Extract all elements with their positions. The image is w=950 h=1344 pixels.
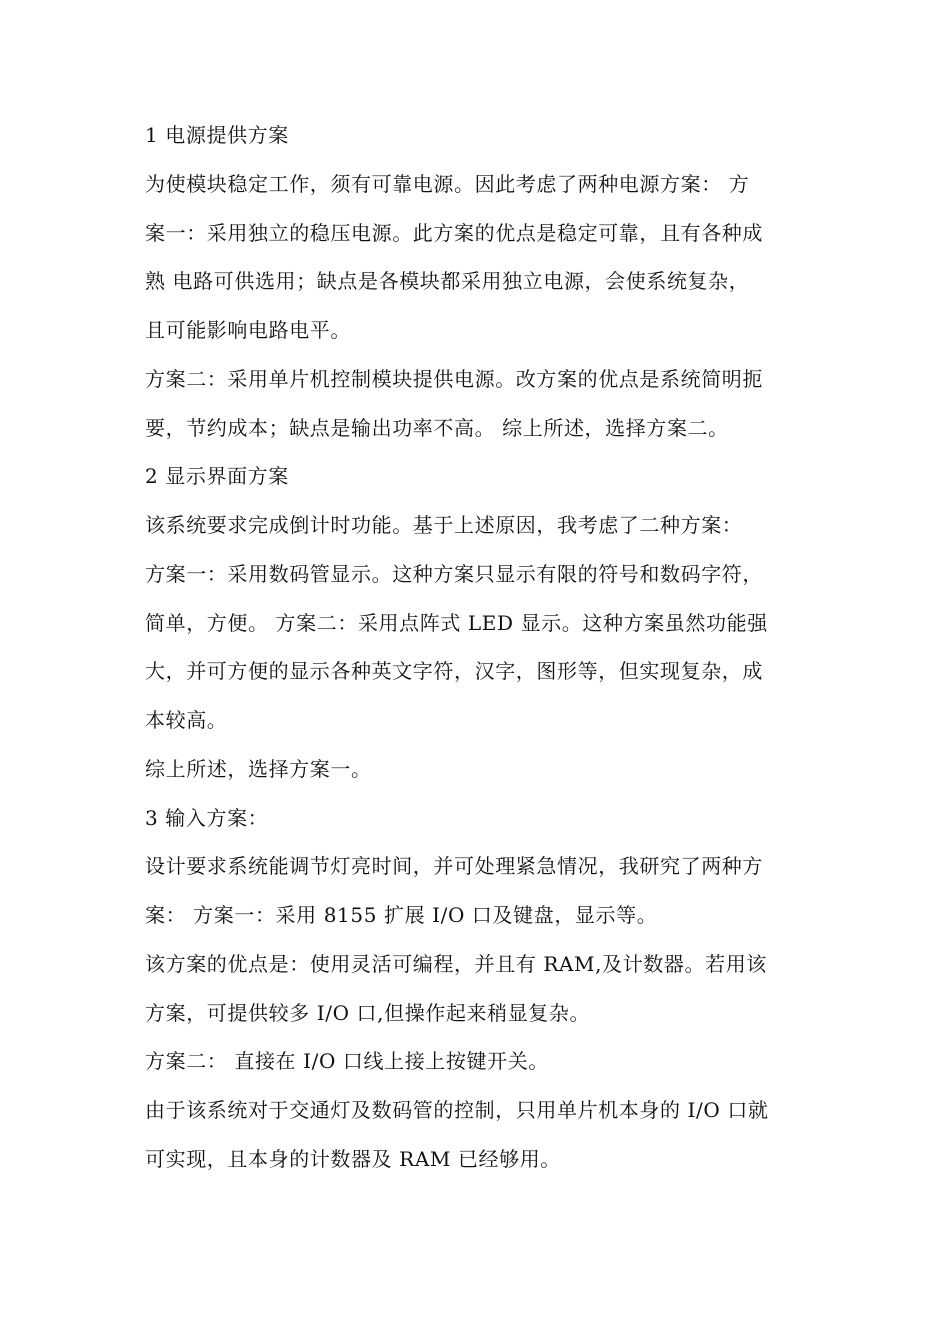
paragraph-line: 且可能影响电路电平。 (145, 318, 351, 342)
paragraph-line: 本较高。 (145, 708, 228, 732)
paragraph-line: 案： 方案一：采用 8155 扩展 I/O 口及键盘，显示等。 (145, 903, 658, 927)
paragraph-line: 方案二：采用单片机控制模块提供电源。改方案的优点是系统简明扼 (145, 366, 763, 391)
paragraph-line: 该方案的优点是：使用灵活可编程，并且有 RAM,及计数器。若用该 (145, 951, 767, 976)
paragraph-line: 为使模块稳定工作，须有可靠电源。因此考虑了两种电源方案： 方 (145, 171, 750, 196)
paragraph-line: 设计要求系统能调节灯亮时间，并可处理紧急情况，我研究了两种方 (145, 854, 763, 879)
paragraph-line: 大，并可方便的显示各种英文字符，汉字，图形等，但实现复杂，成 (145, 659, 763, 684)
paragraph-line: 要，节约成本；缺点是输出功率不高。 综上所述，选择方案二。 (145, 415, 729, 440)
document-body (145, 111, 810, 1184)
paragraph-line: 方案二： 直接在 I/O 口线上接上按键开关。 (145, 1049, 549, 1074)
section-heading-display: 2 显示界面方案 (145, 464, 289, 489)
paragraph-line: 可实现，且本身的计数器及 RAM 已经够用。 (145, 1146, 561, 1171)
paragraph-line: 由于该系统对于交通灯及数码管的控制，只用单片机本身的 I/O 口就 (145, 1098, 769, 1122)
paragraph-line: 案一：采用独立的稳压电源。此方案的优点是稳定可靠，且有各种成 (145, 220, 763, 245)
paragraph-line: 方案一：采用数码管显示。这种方案只显示有限的符号和数码字符， (145, 561, 763, 586)
section-heading-power: 1 电源提供方案 (145, 123, 289, 147)
paragraph-line: 综上所述，选择方案一。 (145, 756, 372, 781)
paragraph-line: 该系统要求完成倒计时功能。基于上述原因，我考虑了二种方案： (145, 513, 743, 537)
paragraph-line: 熟 电路可供选用；缺点是各模块都采用独立电源，会使系统复杂， (145, 269, 750, 294)
paragraph-line: 方案，可提供较多 I/O 口,但操作起来稍显复杂。 (145, 1000, 591, 1025)
paragraph-line: 简单，方便。 方案二：采用点阵式 LED 显示。这种方案虽然功能强 (145, 610, 768, 635)
section-heading-input: 3 输入方案： (145, 805, 269, 830)
